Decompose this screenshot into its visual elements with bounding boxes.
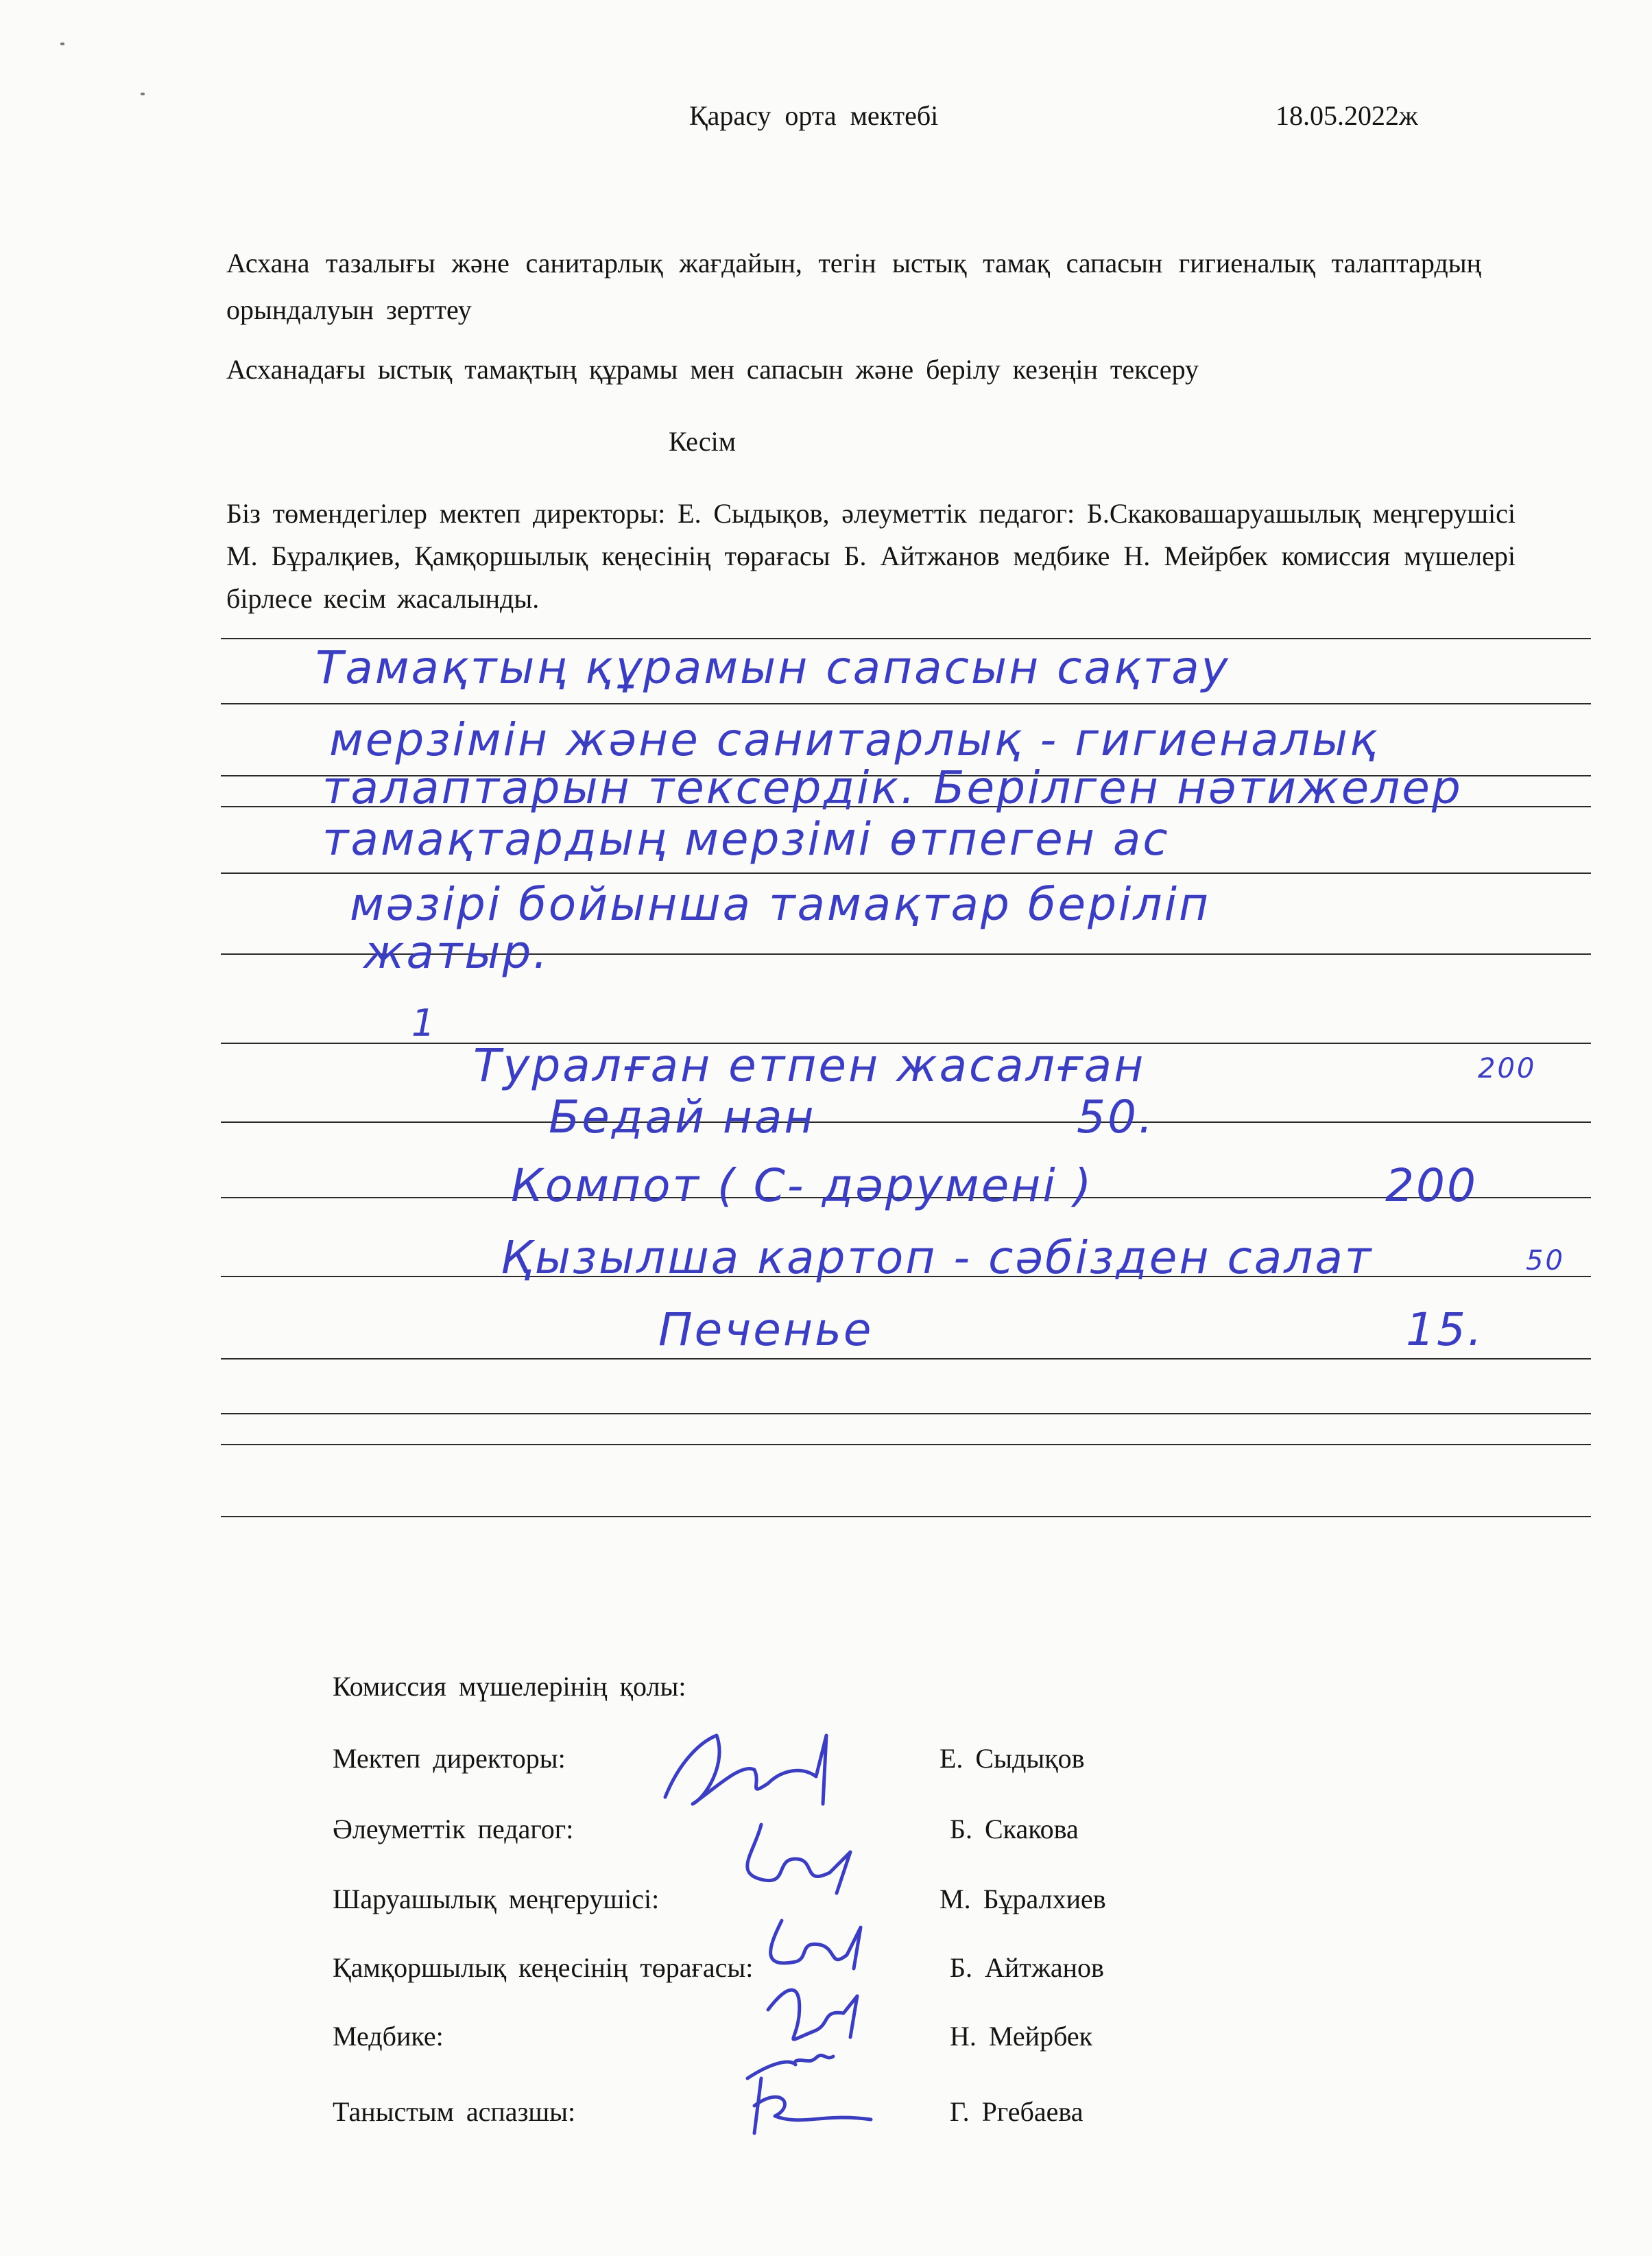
- menu-item: Печенье: [658, 1303, 874, 1356]
- signature-name: Б. Скакова: [950, 1814, 1079, 1844]
- signature-name: Б. Айтжанов: [950, 1952, 1104, 1983]
- intro-paragraph: Біз төмендегілер мектеп директоры: Е. Сыдықов, әлеуметтік педагог: Б.Скаковашаруашылық меңгерушісі М. Бұралқиев, Қамқоршылық кеңесінің төрағасы Б. Айтжанов медбике Н. Мейрбек комиссия мүшелері бірлесе кесім жасалынды.: [226, 498, 1516, 614]
- menu-qty: 50: [1526, 1245, 1565, 1277]
- menu-item: Туралған етпен жасалған: [473, 1039, 1146, 1092]
- signature-name: Г. Ргебаева: [950, 2096, 1084, 2127]
- handwritten-signatures: [651, 1722, 939, 2161]
- handwritten-line: жатыр.: [363, 926, 550, 979]
- check-line: Асханадағы ыстық тамақтың құрамы мен сапасын және берілу кезеңін тексеру: [226, 354, 1199, 385]
- scan-speck: [60, 43, 64, 45]
- ruled-line: [221, 1358, 1591, 1359]
- ruled-line: [221, 703, 1591, 704]
- signature-scribble: [665, 1735, 826, 1804]
- ruled-line: [221, 1516, 1591, 1517]
- signature-role: Шаруашылық меңгерушісі:: [333, 1884, 660, 1914]
- signature-role: Таныстым аспазшы:: [333, 2096, 576, 2127]
- menu-qty: 15.: [1406, 1303, 1484, 1356]
- menu-qty: 50.: [1077, 1091, 1155, 1143]
- school-name: Қарасу орта мектебі: [689, 100, 939, 131]
- handwritten-line: мерзімін және санитарлық - гигиеналық: [329, 713, 1379, 766]
- handwritten-line: мәзірі бойынша тамақтар беріліп: [350, 878, 1211, 931]
- handwritten-line: Тамақтың құрамын сапасын сақтау: [315, 641, 1230, 694]
- signature-scribble: [747, 1825, 850, 1893]
- menu-item: Бедай нан: [549, 1091, 816, 1143]
- signature-name: Е. Сыдықов: [939, 1743, 1085, 1774]
- signature-role: Мектеп директоры:: [333, 1743, 566, 1774]
- menu-item: Компот ( С- дәрумені ): [511, 1159, 1094, 1212]
- signature-scribble: [795, 2055, 833, 2061]
- ruled-line: [221, 638, 1591, 639]
- ruled-line: [221, 1121, 1591, 1123]
- menu-item: Қызылша картоп - сәбізден салат: [501, 1231, 1374, 1284]
- menu-number: 1: [411, 1001, 438, 1045]
- ruled-line: [221, 872, 1591, 874]
- menu-qty: 200: [1478, 1053, 1537, 1084]
- handwritten-line: тамақтардың мерзімі өтпеген ас: [322, 813, 1170, 866]
- signature-name: Н. Мейрбек: [950, 2021, 1093, 2052]
- topic-paragraph: Асхана тазалығы және санитарлық жағдайын, тегін ыстық тамақ сапасын гигиеналық талаптардың орындалуын зерттеу: [226, 248, 1481, 325]
- signature-scribble: [771, 1921, 861, 1969]
- document-title: Кесім: [669, 426, 737, 457]
- handwritten-line: талаптарын тексердік. Берілген нәтижелер: [322, 761, 1463, 814]
- signature-role: Әлеуметтік педагог:: [333, 1814, 574, 1844]
- document-date: 18.05.2022ж: [1276, 100, 1418, 131]
- ruled-line: [221, 1444, 1591, 1445]
- signature-scribble: [768, 1990, 857, 2039]
- signature-role: Медбике:: [333, 2021, 444, 2052]
- signature-scribble: [747, 2062, 871, 2133]
- signatures-title: Комиссия мүшелерінің қолы:: [333, 1671, 686, 1702]
- signature-name: М. Бұралхиев: [939, 1884, 1106, 1914]
- scan-speck: [141, 93, 145, 95]
- menu-qty: 200: [1385, 1159, 1478, 1212]
- signature-role: Қамқоршылық кеңесінің төрағасы:: [333, 1952, 754, 1983]
- ruled-line: [221, 1413, 1591, 1414]
